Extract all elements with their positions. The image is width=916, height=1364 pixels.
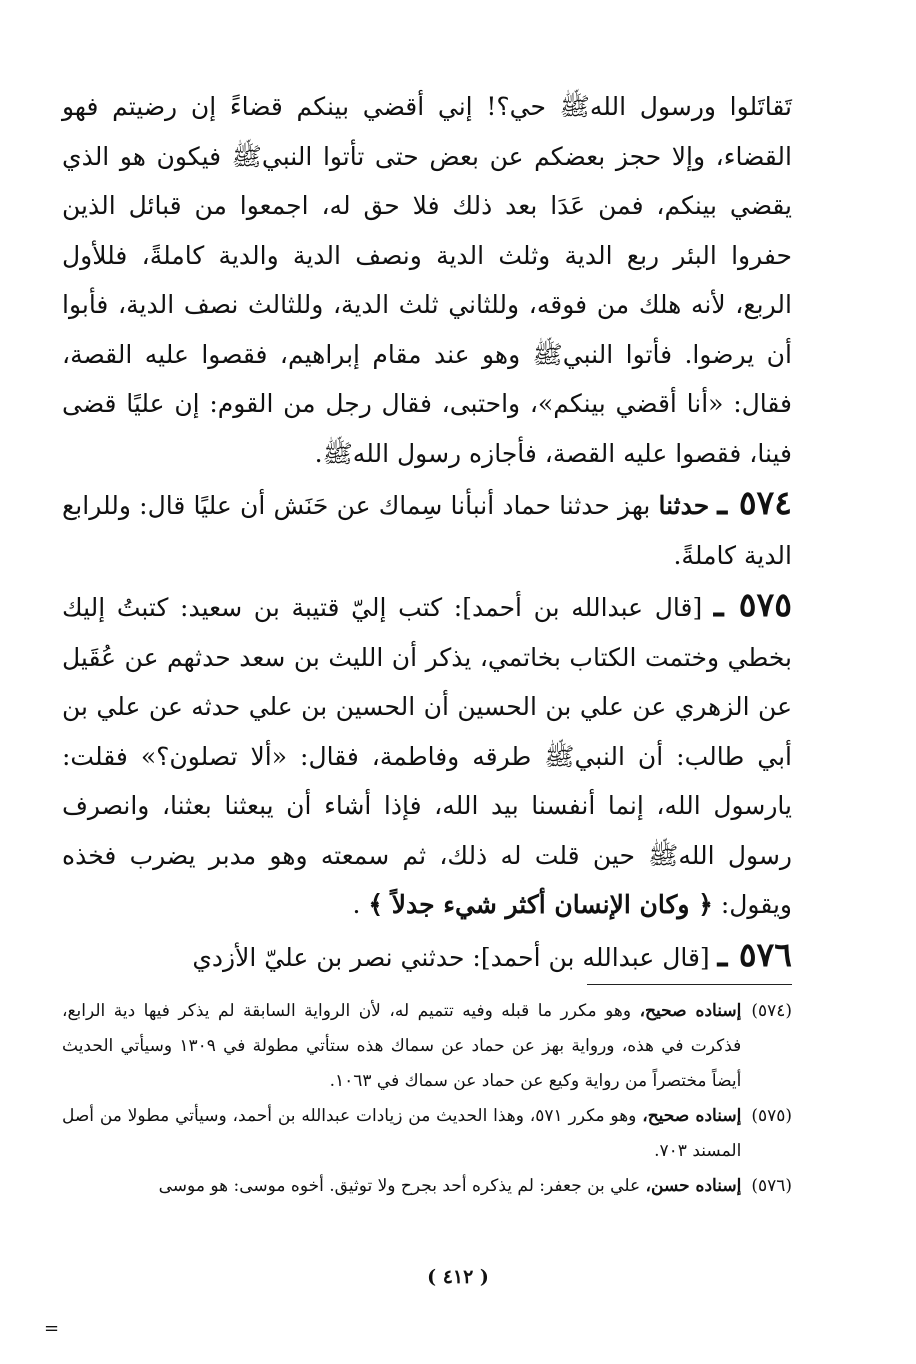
footnote-number: (٥٧٥) (751, 1106, 792, 1126)
hadith-number: ٥٧٤ ـ (717, 483, 792, 522)
paragraph-continued: تَقاتَلوا ورسول اللهﷺ حي؟! إني أقضي بينكم قضاءً إن رضيتم فهو القضاء، وإلا حجز بعضكم عن بعض حتى تأتوا النبيﷺ فيكون هو الذي يقضي بينكم، فمن عَدَا بعد ذلك فلا حق له، اجمعوا من قبائل الذين حفروا البئر ربع الدية وثلث الدية ونصف الدية والدية كاملةً، فللأول الربع، لأنه هلك من فوقه، وللثاني ثلث الدية، وللثالث نصف الدية، فأبوا أن يرضوا. فأتوا النبيﷺ وهو عند مقام إبراهيم، فقصوا عليه القصة، فقال: «أنا أقضي بينكم»، واحتبى، فقال رجل من القوم: إن عليًا قضى فينا، فقصوا عليه القصة، فأجازه رسول اللهﷺ. (62, 92, 792, 468)
hadith-576 (62, 930, 792, 983)
footnote-divider (587, 984, 792, 985)
footnote-body: وهو مكرر ٥٧١، وهذا الحديث من زيادات عبدالله بن أحمد، وسيأتي مطولا من أصل المسند ٧٠٣. (62, 1106, 742, 1161)
continuation-mark: = (44, 1318, 60, 1339)
footnote-body: وهو مكرر ما قبله وفيه تتميم له، لأن الرواية السابقة لم يذكر فيها دية الرابع، فذكرت في هذه، ورواية بهز عن حماد عن سماك هذه ستأتي مطولة في ١٣٠٩ وسيأتي الحديث أيضاً مختصراً من رواية وكيع عن حماد عن سماك في ١٠٦٣. (62, 1001, 742, 1091)
hadith-number: ٥٧٦ ـ (717, 934, 792, 974)
page-number: ( ٤١٢ ) (427, 1266, 489, 1288)
hadith-number: ٥٧٥ ـ (713, 585, 792, 624)
hadith-text: [قال عبدالله بن أحمد]: حدثني نصر بن عليّ الأزدي (192, 942, 710, 972)
footnote-text (62, 1169, 741, 1204)
footnote-body: علي بن جعفر: لم يذكره أحد بجرح ولا توثيق. أخوه موسى: هو موسى (158, 1176, 641, 1196)
hadith-lead: حدثنا (658, 491, 710, 520)
hadith-text-end: . (352, 890, 361, 919)
footnote-text (62, 1099, 741, 1169)
footnote-574 (62, 994, 792, 1099)
footnote-576 (62, 1169, 792, 1204)
quran-verse: ﴿ وكان الإنسان أكثر شيء جدلاً ﴾ (368, 890, 713, 919)
footnote-text (62, 994, 741, 1099)
footnote-grade: إسناده صحيح، (642, 1106, 742, 1126)
main-text (62, 82, 792, 982)
footnote-575 (62, 1099, 792, 1169)
hadith-text: بهز حدثنا حماد أنبأنا سِماك عن حَنَش أن عليًا قال: وللرابع الدية كاملةً. (62, 491, 792, 570)
footnote-number: (٥٧٦) (751, 1176, 792, 1196)
hadith-575 (62, 580, 792, 930)
footnote-grade: إسناده صحيح، (639, 1001, 742, 1021)
footnotes (62, 994, 792, 1204)
hadith-text: [قال عبدالله بن أحمد]: كتب إليّ قتيبة بن سعيد: كتبتُ إليك بخطي وختمت الكتاب بخاتمي، يذكر أن الليث بن سعد حدثهم عن عُقَيل عن الزهري عن علي بن الحسين أن الحسين بن علي حدثه عن علي بن أبي طالب: أن النبيﷺ طرقه وفاطمة، فقال: «ألا تصلون؟» فقلت: يارسول الله، إنما أنفسنا بيد الله، فإذا أشاء أن يبعثنا بعثنا، وانصرف رسول اللهﷺ حين قلت له ذلك، ثم سمعته وهو مدبر يضرب فخذه ويقول: (62, 593, 792, 919)
hadith-574 (62, 478, 792, 580)
footnote-number: (٥٧٤) (751, 1001, 792, 1021)
footnote-grade: إسناده حسن، (645, 1176, 742, 1196)
